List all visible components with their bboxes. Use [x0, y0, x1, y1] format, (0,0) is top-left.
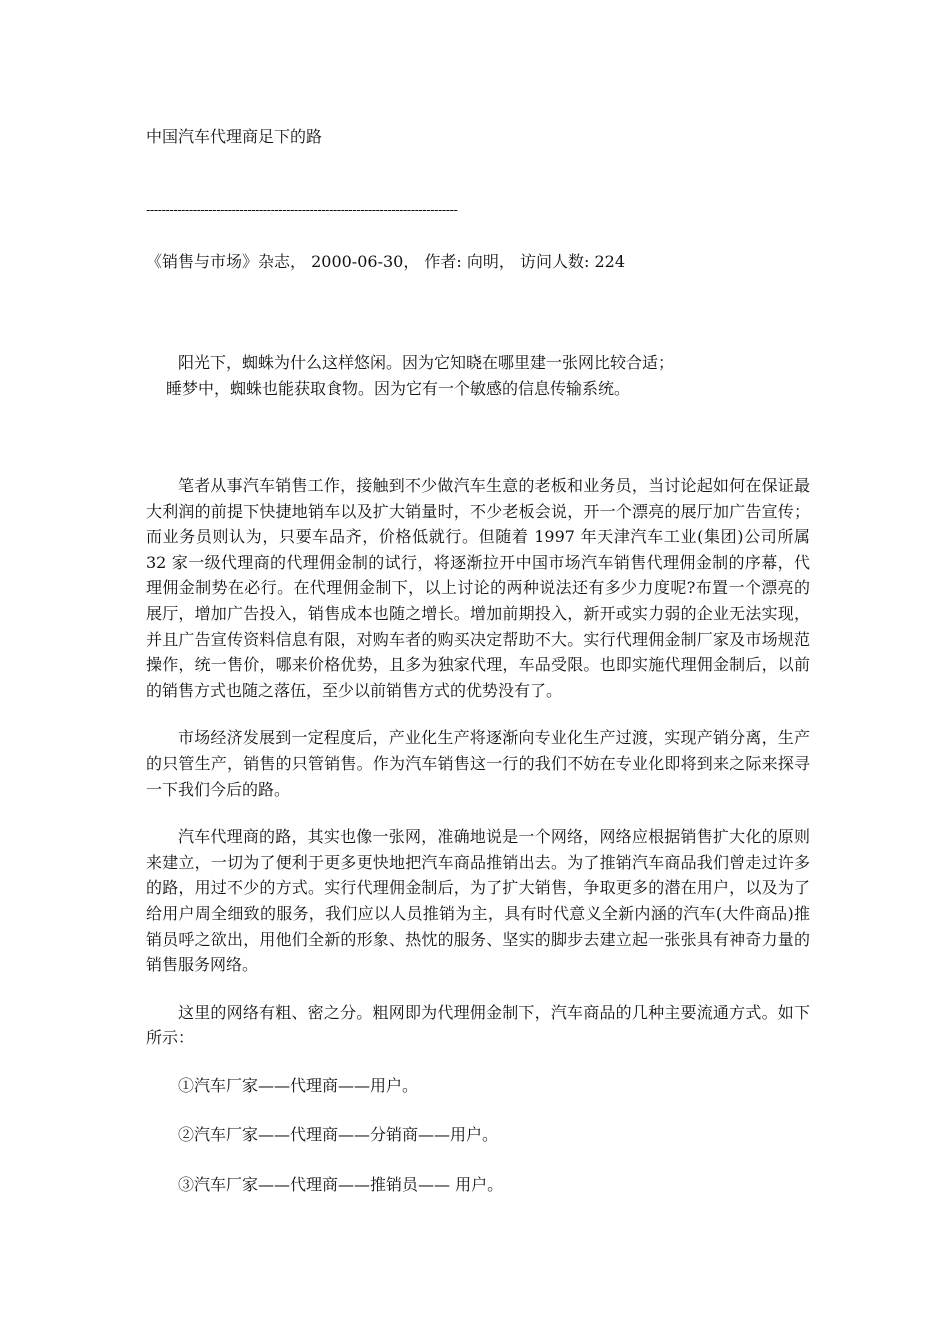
epigraph-line: 睡梦中，蜘蛛也能获取食物。因为它有一个敏感的信息传输系统。: [166, 379, 631, 398]
epigraph: [146, 350, 674, 402]
list-item: ②汽车厂家——代理商——分销商——用户。: [178, 1125, 499, 1145]
paragraph: 市场经济发展到一定程度后，产业化生产将逐渐向专业化生产过渡，实现产销分离，生产的只管生产，销售的只管销售。作为汽车销售这一行的我们不妨在专业化即将到来之际来探寻一下我们今后的路。: [146, 728, 810, 799]
document-title: 中国汽车代理商足下的路: [146, 127, 323, 146]
divider-line: --------------------------------------------------------------------------------: [146, 203, 458, 218]
paragraph: 笔者从事汽车销售工作，接触到不少做汽车生意的老板和业务员，当讨论起如何在保证最大利润的前提下快捷地销车以及扩大销量时，不少老板会说，开一个漂亮的展厅加广告宣传；而业务员则认为，只要车品齐，价格低就行。但随着 1997 年天津汽车工业(集团)公司所属 32 家一级代理商的代理佣金制的试行，将逐渐拉开中国市场汽车销售代理佣金制的序幕，代理佣金制势在必行。在代理佣金制下，以上讨论的两种说法还有多少力度呢?布置一个漂亮的展厅，增加广告投入，销售成本也随之增长。增加前期投入，新开或实力弱的企业无法实现，并且广告宣传资料信息有限，对购车者的购买决定帮助不大。实行代理佣金制厂家及市场规范操作，统一售价，哪来价格优势，且多为独家代理，车品受限。也即实施代理佣金制后，以前的销售方式也随之落伍，至少以前销售方式的优势没有了。: [146, 476, 810, 700]
paragraph: 汽车代理商的路，其实也像一张网，准确地说是一个网络，网络应根据销售扩大化的原则来建立，一切为了便利于更多更快地把汽车商品推销出去。为了推销汽车商品我们曾走过许多的路，用过不少的方式。实行代理佣金制后，为了扩大销售，争取更多的潜在用户，以及为了给用户周全细致的服务，我们应以人员推销为主，具有时代意义全新内涵的汽车(大件商品)推销员呼之欲出，用他们全新的形象、热忱的服务、坚实的脚步去建立起一张张具有神奇力量的销售服务网络。: [146, 827, 810, 975]
article-body: [146, 473, 810, 1222]
epigraph-line: 阳光下，蜘蛛为什么这样悠闲。因为它知晓在哪里建一张网比较合适；: [178, 353, 675, 372]
list-item: ③汽车厂家——代理商——推销员—— 用户。: [178, 1175, 504, 1195]
article-meta: 《销售与市场》杂志， 2000-06-30， 作者: 向明， 访问人数: 224: [146, 252, 626, 271]
list-item: ①汽车厂家——代理商——用户。: [178, 1075, 419, 1095]
paragraph: 这里的网络有粗、密之分。粗网即为代理佣金制下，汽车商品的几种主要流通方式。如下所示：: [146, 1002, 810, 1048]
